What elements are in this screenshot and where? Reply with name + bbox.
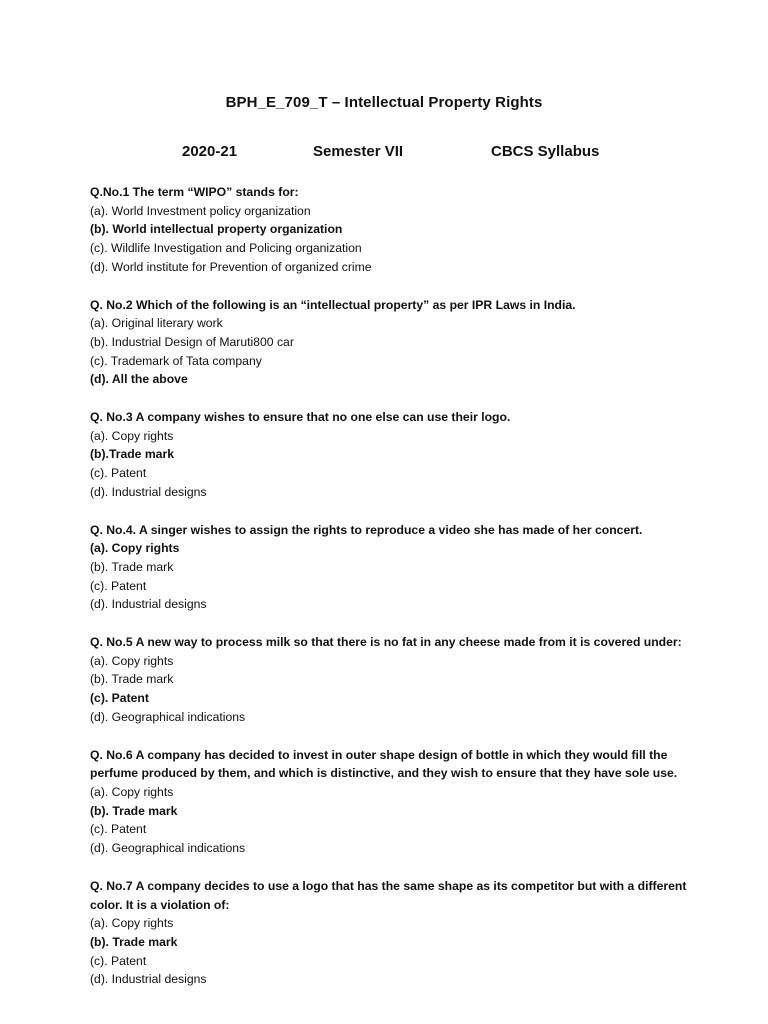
option: (a). Original literary work [90,316,223,331]
question-list [90,183,690,1008]
question-1 [90,183,690,277]
option-answer: (b). Trade mark [90,934,178,949]
option-answer: (b).Trade mark [90,447,174,462]
option: (d). World institute for Prevention of organized crime [90,259,372,274]
question-text: Q. No.7 A company decides to use a logo that has the same shape as its competitor but with a different color. It is a violation of: [90,878,687,912]
question-2 [90,296,690,390]
question-4 [90,521,690,615]
question-text: Q. No.6 A company has decided to invest in outer shape design of bottle in which they would fill the perfume produced by them, and which is distinctive, and they wish to ensure that they have sole use. [90,747,678,781]
option: (d). Industrial designs [90,972,207,987]
option: (a). Copy rights [90,653,174,668]
question-text: Q. No.4. A singer wishes to assign the rights to reproduce a video she has made of her concert. [90,522,643,537]
question-text: Q. No.5 A new way to process milk so that there is no fat in any cheese made from it is covered under: [90,635,682,650]
question-5 [90,633,690,727]
document-title: BPH_E_709_T – Intellectual Property Rights [225,94,543,111]
option: (c). Wildlife Investigation and Policing organization [90,241,362,256]
question-7 [90,877,690,989]
option: (d). Geographical indications [90,709,246,724]
option: (a). Copy rights [90,784,174,799]
option-answer: (b). World intellectual property organization [90,222,343,237]
option: (c). Patent [90,822,147,837]
question-3 [90,408,690,502]
option: (b). Trade mark [90,559,174,574]
option-answer: (c). Patent [90,691,149,706]
option: (c). Trademark of Tata company [90,353,262,368]
option: (b). Trade mark [90,672,174,687]
option: (a). World Investment policy organization [90,203,311,218]
question-6 [90,746,690,858]
option-answer: (a). Copy rights [90,541,180,556]
option-answer: (d). All the above [90,372,188,387]
option: (b). Industrial Design of Maruti800 car [90,334,294,349]
option: (a). Copy rights [90,428,174,443]
option: (c). Patent [90,466,147,481]
option: (a). Copy rights [90,916,174,931]
question-text: Q. No.2 Which of the following is an “intellectual property” as per IPR Laws in India. [90,297,576,312]
question-text: Q.No.1 The term “WIPO” stands for: [90,185,299,199]
option: (d). Geographical indications [90,841,246,856]
document-meta [0,143,768,163]
option: (c). Patent [90,578,147,593]
option-answer: (b). Trade mark [90,803,178,818]
syllabus: CBCS Syllabus [491,143,600,160]
option: (d). Industrial designs [90,597,207,612]
option: (d). Industrial designs [90,484,207,499]
option: (c). Patent [90,953,147,968]
semester: Semester VII [313,143,404,160]
question-text: Q. No.3 A company wishes to ensure that no one else can use their logo. [90,410,511,425]
academic-year: 2020-21 [182,143,238,160]
